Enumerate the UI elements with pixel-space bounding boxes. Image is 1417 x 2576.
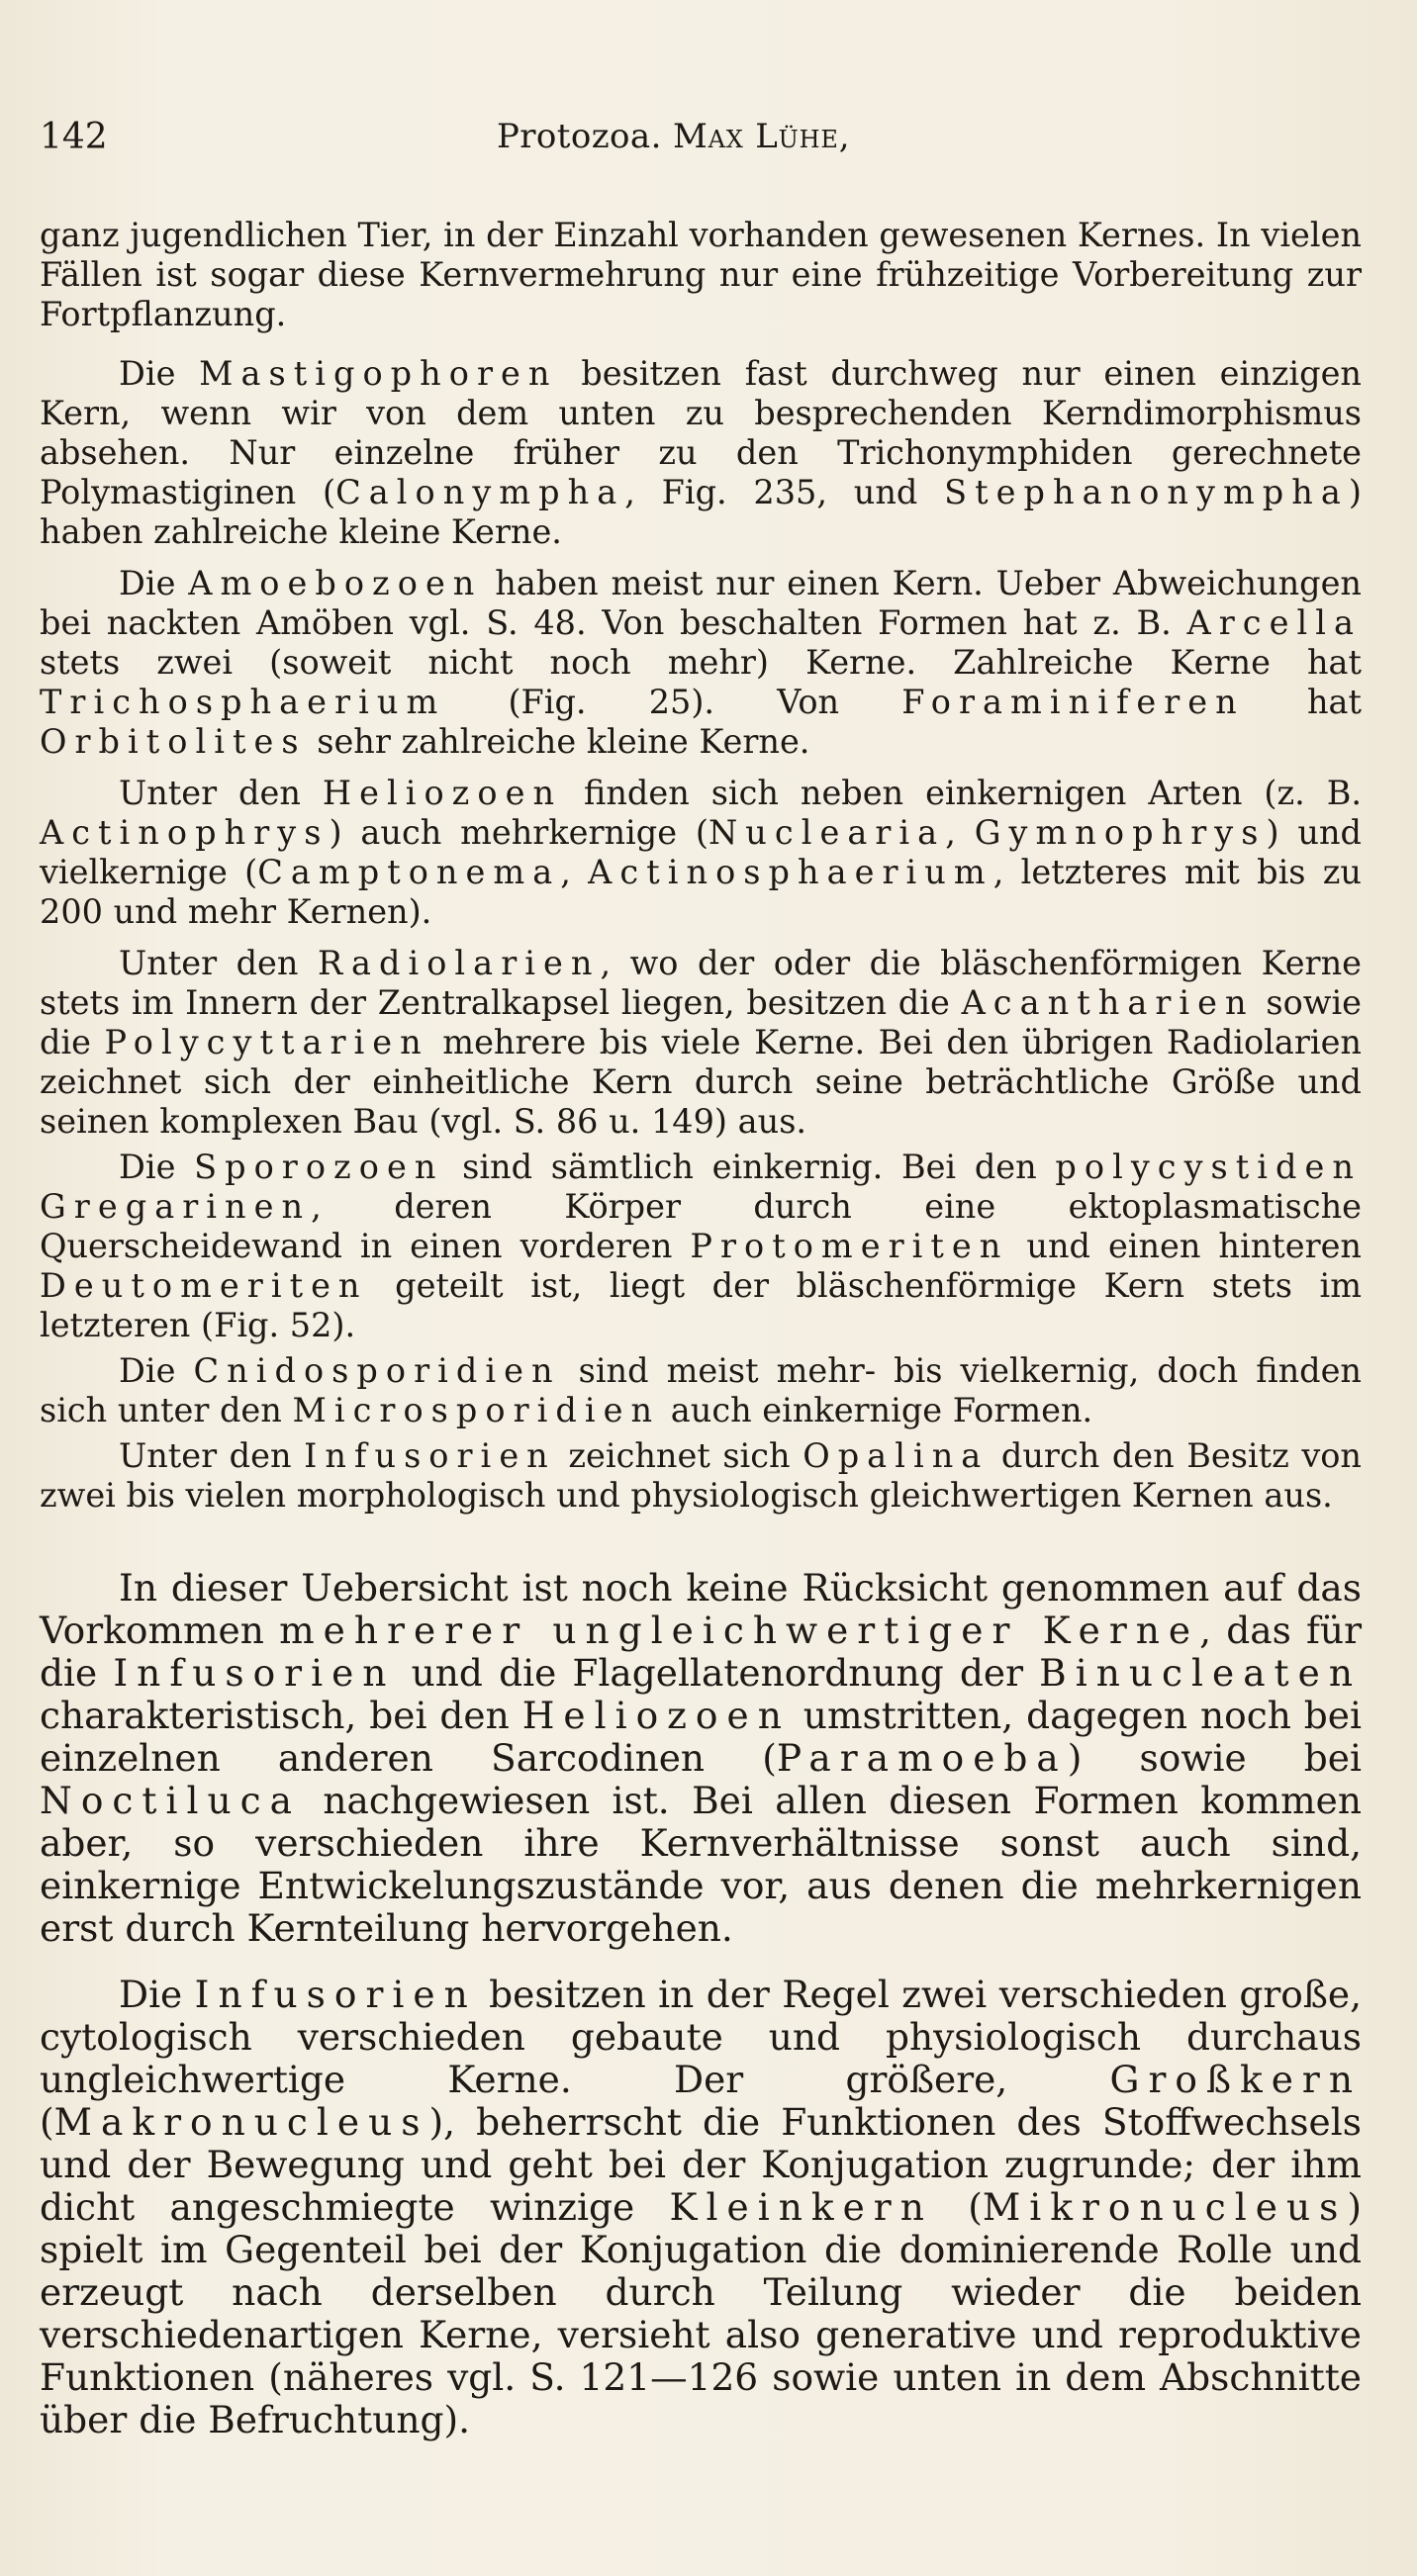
- p4-text-0: Unter den: [119, 774, 323, 812]
- running-head-title: [497, 117, 850, 156]
- term-actinosphaerium: Actinosphaerium: [588, 853, 993, 891]
- p9-text-6: charakteristisch, bei den: [40, 1694, 522, 1737]
- page-number: 142: [40, 117, 108, 157]
- p4-text-8: ) und vielkernige (: [40, 813, 1362, 891]
- term-infusorien-3: Infusorien: [194, 1973, 477, 2016]
- term-amoebozoen: Amoebozoen: [188, 564, 483, 602]
- term-makronucleus: Makronucleus: [53, 2100, 429, 2144]
- term-sporozoen: Sporozoen: [194, 1148, 444, 1186]
- p4-text-12: , letzteres mit bis zu 200 und mehr Kernen).: [40, 853, 1362, 931]
- section-title: Protozoa.: [497, 117, 662, 156]
- term-kleinkern: Kleinkern: [669, 2185, 933, 2229]
- p3-text-6: (Fig. 25). Von: [445, 683, 902, 721]
- p2-text-4: , Fig. 235, und: [624, 473, 945, 511]
- paragraph-7: [40, 1351, 1362, 1430]
- p8-text-2: zeichnet sich: [555, 1436, 803, 1475]
- term-camptonema: Camptonema: [257, 853, 561, 891]
- term-trichosphaerium: Trichosphaerium: [40, 683, 446, 721]
- term-infusorien-2: Infusorien: [113, 1651, 396, 1695]
- p10-text-6: ), beherrscht die Funktionen des Stoffwechsels und der Bewegung und geht bei der Konjugation zugrunde; der ihm dicht angeschmiegte winzige: [40, 2100, 1362, 2229]
- p5-text-2: , wo der oder die bläschenförmigen Kerne stets im Innern der Zentralkapsel liegen, besitzen die: [40, 944, 1362, 1022]
- term-mikronucleus: Mikronucleus: [982, 2185, 1348, 2229]
- term-infusorien: Infusorien: [304, 1436, 556, 1475]
- term-paramoeba: Paramoeba: [776, 1736, 1068, 1780]
- p9-text-10: ) sowie bei: [1067, 1736, 1362, 1780]
- p6-text-2: sind sämtlich einkernig. Bei den: [443, 1148, 1056, 1186]
- term-heliozoen: Heliozoen: [322, 774, 563, 812]
- p6-text-4: , deren Körper durch eine ektoplasmatische Querscheidewand in einen vorderen: [40, 1187, 1362, 1265]
- p9-text-0: In dieser Uebersicht ist noch keine Rücksicht genommen auf das Vorkommen: [40, 1566, 1362, 1652]
- p2-text-0: Die: [119, 354, 200, 393]
- p5-text-4: sowie die: [40, 983, 1362, 1061]
- paragraph-6: [40, 1148, 1362, 1345]
- p8-text-0: Unter den: [119, 1436, 305, 1475]
- p10-text-0: Die: [119, 1973, 195, 2016]
- term-mastigophoren: Mastigophoren: [199, 354, 558, 393]
- term-polycystiden-gregarinen: polycystiden Gregarinen: [40, 1148, 1363, 1226]
- paragraph-1: [40, 216, 1362, 334]
- term-acantharien: Acantharien: [961, 983, 1255, 1022]
- term-noctiluca: Noctiluca: [40, 1779, 301, 1822]
- p4-text-2: finden sich neben einkernigen Arten (z. B.: [562, 774, 1362, 812]
- term-arcella: Arcella: [1186, 603, 1362, 642]
- term-protomeriten: Protomeriten: [690, 1227, 1009, 1265]
- term-actinophrys: Actinophrys: [40, 813, 330, 852]
- p2-text-2: besitzen fast durchweg nur einen einzigen Kern, wenn wir von dem unten zu besprechenden Kerndimorphismus absehen. Nur einzelne früher zu den Trichonymphiden gerechnete Polymastiginen (: [40, 354, 1362, 511]
- p9-text-4: und die Flagellatenordnung der: [395, 1651, 1040, 1695]
- p8-text-4: durch den Besitz von zwei bis vielen morphologisch und physiologisch gleichwertigen Kernen aus.: [40, 1436, 1362, 1515]
- p10-text-4: (: [40, 2100, 54, 2144]
- p7-text-4: auch einkernige Formen.: [660, 1391, 1093, 1429]
- term-polycyttarien: Polycyttarien: [104, 1023, 429, 1061]
- paragraph-4: [40, 774, 1362, 932]
- term-mehrerer-ungleichwertiger-kerne: mehrerer ungleichwertiger Kerne: [279, 1609, 1200, 1652]
- p10-text-2: besitzen in der Regel zwei verschieden große, cytologisch verschieden gebaute und physiologisch durchaus ungleichwertige Kerne. Der größere,: [40, 1973, 1362, 2101]
- term-opalina: Opalina: [803, 1436, 990, 1475]
- term-grosskern: Großkern: [1109, 2058, 1362, 2101]
- running-header: [40, 117, 1362, 176]
- p2-text-6: ) haben zahlreiche kleine Kerne.: [40, 473, 1362, 551]
- term-gymnophrys: Gymnophrys: [974, 813, 1267, 852]
- p7-text-2: sind meist mehr- bis vielkernig, doch finden sich unter den: [40, 1351, 1362, 1429]
- p9-text-12: nachgewiesen ist. Bei allen diesen Formen kommen aber, so verschieden ihre Kernverhältnisse sonst auch sind, einkernige Entwickelungszustände vor, aus denen die mehrkernigen erst durch Kernteilung hervorgehen.: [40, 1779, 1362, 1950]
- paragraph-8: [40, 1436, 1362, 1516]
- p6-text-8: geteilt ist, liegt der bläschenförmige Kern stets im letzteren (Fig. 52).: [40, 1266, 1362, 1344]
- paragraph-10: [40, 1974, 1362, 2441]
- term-heliozoen-2: Heliozoen: [521, 1694, 791, 1737]
- paragraph-5: [40, 944, 1362, 1142]
- p3-text-2: haben meist nur einen Kern. Ueber Abweichungen bei nackten Amöben vgl. S. 48. Von beschalten Formen hat z. B.: [40, 564, 1362, 642]
- p10-text-10: ) spielt im Gegenteil bei der Konjugation die dominierende Rolle und erzeugt nach derselben durch Teilung wieder die beiden verschiedenartigen Kerne, versieht also generative und reproduktive Funktionen (näheres vgl. S. 121—126 sowie unten in dem Abschnitte über die Befruchtung).: [40, 2185, 1362, 2441]
- p3-text-10: sehr zahlreiche kleine Kerne.: [306, 722, 810, 761]
- term-nuclearia: Nuclearia: [708, 813, 946, 852]
- p3-text-0: Die: [119, 564, 189, 602]
- term-calonympha: Calonympha: [335, 473, 625, 511]
- p10-text-8: (: [932, 2185, 983, 2229]
- term-radiolarien: Radiolarien: [317, 944, 601, 982]
- term-cnidosporidien: Cnidosporidien: [193, 1351, 561, 1390]
- p6-text-6: und einen hinteren: [1008, 1227, 1363, 1265]
- author-name: Max Lühe,: [673, 117, 851, 156]
- p9-text-8: umstritten, dagegen noch bei einzelnen anderen Sarcodinen (: [40, 1694, 1362, 1780]
- p7-text-0: Die: [119, 1351, 194, 1390]
- p1-text-0: ganz jugendlichen Tier, in der Einzahl vorhanden gewesenen Kernes. In vielen Fällen ist sogar diese Kernvermehrung nur eine frühzeitige Vorbereitung zur Fortpflanzung.: [40, 216, 1362, 333]
- term-binucleaten: Binucleaten: [1039, 1651, 1362, 1695]
- p5-text-6: mehrere bis viele Kerne. Bei den übrigen Radiolarien zeichnet sich der einheitliche Kern durch seine beträchtliche Größe und seinen komplexen Bau (vgl. S. 86 u. 149) aus.: [40, 1023, 1362, 1141]
- p3-text-8: hat: [1244, 683, 1362, 721]
- p4-text-4: ) auch mehrkernige (: [329, 813, 708, 852]
- term-foraminiferen: Foraminiferen: [901, 683, 1245, 721]
- paragraph-2: [40, 354, 1362, 552]
- p4-text-10: ,: [560, 853, 589, 891]
- p4-text-6: ,: [945, 813, 975, 852]
- p9-text-2: , das für die: [40, 1609, 1363, 1695]
- term-microsporidien: Microsporidien: [292, 1391, 661, 1429]
- p6-text-0: Die: [119, 1148, 195, 1186]
- term-orbitolites: Orbitolites: [40, 722, 307, 761]
- paragraph-9: [40, 1567, 1362, 1950]
- term-stephanonympha: Stephanonympha: [944, 473, 1349, 511]
- term-deutomeriten: Deutomeriten: [40, 1266, 368, 1305]
- p5-text-0: Unter den: [119, 944, 318, 982]
- p3-text-4: stets zwei (soweit nicht noch mehr) Kerne. Zahlreiche Kerne hat: [40, 643, 1362, 682]
- main-text: [40, 216, 1362, 2441]
- paragraph-3: [40, 564, 1362, 762]
